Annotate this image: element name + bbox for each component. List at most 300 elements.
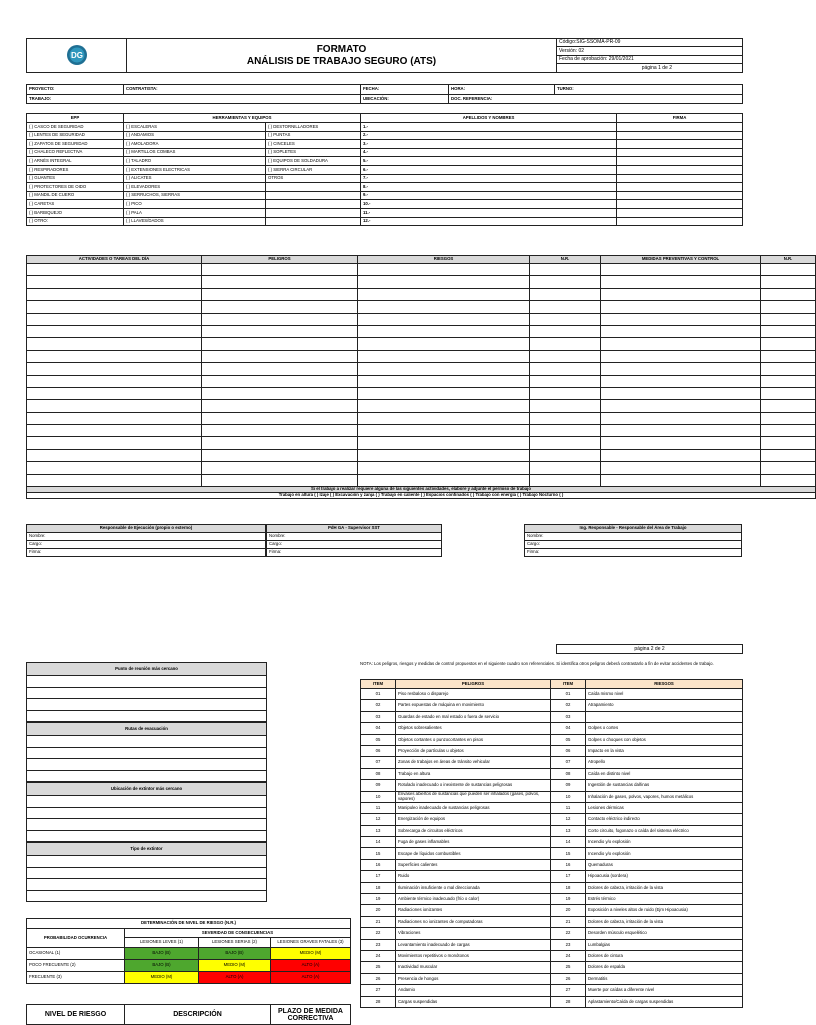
activity-cell[interactable]	[601, 264, 761, 276]
activity-cell[interactable]	[761, 363, 816, 375]
tool-item[interactable]: ( ) MARTILLOS COMBAS	[124, 148, 266, 157]
hazard-item-number: 24	[361, 950, 396, 961]
activity-cell[interactable]	[601, 375, 761, 387]
activity-cell[interactable]	[530, 325, 601, 337]
risk-item-number: 28	[551, 996, 586, 1007]
activity-cell[interactable]	[358, 313, 530, 325]
tool-item[interactable]: ( ) EXTENSIONES ELECTRICAS	[124, 165, 266, 174]
tool-item[interactable]	[266, 183, 361, 192]
epp-item[interactable]: ( ) MANDIL DE CUERO	[27, 191, 124, 200]
risk-matrix-title: DETERMINACIÓN DE NIVEL DE RIESGO (N.R.)	[27, 919, 351, 929]
activity-cell[interactable]	[27, 313, 202, 325]
hazard-item-number: 15	[361, 848, 396, 859]
activity-cell[interactable]	[761, 350, 816, 362]
emergency-input-cell[interactable]	[27, 856, 267, 868]
risk-item-number: 12	[551, 814, 586, 825]
signature-block-area-manager	[524, 524, 742, 557]
activity-cell[interactable]	[27, 264, 202, 276]
activity-cell[interactable]	[27, 325, 202, 337]
epp-header: EPP	[27, 114, 124, 123]
worker-signature-cell[interactable]	[617, 165, 743, 174]
emergency-section-table	[26, 662, 267, 722]
reference-note: NOTA: Los peligros, riesgos y medidas de control propuestos en el siguiente cuadro son referenciales. Si identifica otros peligros deberá contrastarlo a fin de evitar accidentes de trabajo.	[360, 661, 714, 666]
activity-cell[interactable]	[202, 350, 358, 362]
risk-item-number: 19	[551, 894, 586, 905]
activity-cell[interactable]	[202, 400, 358, 412]
activity-cell[interactable]	[601, 449, 761, 461]
emergency-section-line	[27, 796, 267, 808]
risk-text: Ingestión de sustancias dañinas	[586, 780, 743, 791]
activity-cell[interactable]	[601, 474, 761, 486]
emergency-input-cell[interactable]	[27, 867, 267, 879]
activity-cell[interactable]	[202, 363, 358, 375]
tool-item[interactable]: ( ) TALADRO	[124, 157, 266, 166]
activity-cell[interactable]	[761, 474, 816, 486]
activity-cell[interactable]	[27, 462, 202, 474]
epp-item[interactable]: ( ) CARETAS	[27, 200, 124, 209]
worker-signature-cell[interactable]	[617, 140, 743, 149]
hazard-item-number: 06	[361, 745, 396, 756]
activity-cell[interactable]	[761, 276, 816, 288]
worker-name-cell[interactable]: 7.-	[361, 174, 617, 183]
emergency-section-line	[27, 759, 267, 771]
activity-cell[interactable]	[358, 264, 530, 276]
tool-item[interactable]: ( ) PUNTAS	[266, 131, 361, 140]
activity-cell[interactable]	[358, 449, 530, 461]
activity-row	[27, 276, 816, 288]
risk-item-number: 22	[551, 928, 586, 939]
tools-header: HERRAMIENTAS Y EQUIPOS	[124, 114, 361, 123]
hazard-item-number: 22	[361, 928, 396, 939]
activity-cell[interactable]	[202, 425, 358, 437]
worker-signature-cell[interactable]	[617, 208, 743, 217]
location-label: UBICACIÓN:	[361, 94, 449, 104]
tool-item[interactable]: ( ) EQUIPOS DE SOLDADURA	[266, 157, 361, 166]
emergency-input-cell[interactable]	[27, 819, 267, 831]
hazard-risk-row	[361, 837, 743, 848]
tool-item[interactable]: ( ) PALA	[124, 208, 266, 217]
activity-cell[interactable]	[761, 288, 816, 300]
activity-cell[interactable]	[530, 350, 601, 362]
hazard-item-number: 09	[361, 780, 396, 791]
tool-item[interactable]: ( ) ELEVADORES	[124, 183, 266, 192]
activity-cell[interactable]	[358, 437, 530, 449]
activities-table	[26, 255, 816, 499]
hazards-header: PELIGROS	[202, 256, 358, 264]
activity-cell[interactable]	[358, 425, 530, 437]
equipment-row	[27, 123, 743, 132]
emergency-input-cell[interactable]	[27, 736, 267, 748]
worker-signature-cell[interactable]	[617, 148, 743, 157]
tool-item[interactable]: OTROS	[266, 174, 361, 183]
epp-item[interactable]: ( ) ARNÉS INTEGRAL	[27, 157, 124, 166]
signature-name-line: Nombre:	[27, 533, 266, 541]
tool-item[interactable]: ( ) AMOLADORA	[124, 140, 266, 149]
activity-cell[interactable]	[202, 375, 358, 387]
emergency-section-line	[27, 819, 267, 831]
tool-item[interactable]: ( ) ALICATES	[124, 174, 266, 183]
worker-name-cell[interactable]: 4.-	[361, 148, 617, 157]
activity-cell[interactable]	[202, 338, 358, 350]
activity-cell[interactable]	[202, 449, 358, 461]
severity-title: SEVERIDAD DE CONSECUENCIAS	[125, 929, 351, 938]
activity-cell[interactable]	[202, 412, 358, 424]
risk-item-number: 14	[551, 837, 586, 848]
worker-signature-cell[interactable]	[617, 123, 743, 132]
emergency-section-title: Rutas de evacuación	[27, 723, 267, 736]
activity-cell[interactable]	[761, 338, 816, 350]
emergency-section-line	[27, 830, 267, 842]
activity-cell[interactable]	[761, 449, 816, 461]
emergency-input-cell[interactable]	[27, 879, 267, 891]
activity-cell[interactable]	[530, 276, 601, 288]
activity-row	[27, 449, 816, 461]
risk-level-cell: ALTO (A)	[199, 972, 271, 984]
activity-cell[interactable]	[358, 350, 530, 362]
worker-signature-cell[interactable]	[617, 174, 743, 183]
doc-version: Versión: 02	[557, 47, 743, 55]
hazard-risk-row	[361, 916, 743, 927]
hazard-risk-row	[361, 859, 743, 870]
emergency-section-title: Tipo de extintor	[27, 843, 267, 856]
risk-text: Dolores de cabeza, irritación de la vista	[586, 882, 743, 893]
activity-cell[interactable]	[601, 387, 761, 399]
hazard-risk-row	[361, 973, 743, 984]
activity-row	[27, 288, 816, 300]
emergency-input-cell[interactable]	[27, 830, 267, 842]
activity-cell[interactable]	[202, 325, 358, 337]
worker-signature-cell[interactable]	[617, 191, 743, 200]
activity-cell[interactable]	[27, 412, 202, 424]
hazard-item-number: 05	[361, 734, 396, 745]
activity-cell[interactable]	[358, 400, 530, 412]
hazard-text: Ambiente térmico inadecuado (frío o calor)	[396, 894, 551, 905]
hazard-text: Partes expuestas de máquina en movimiento	[396, 700, 551, 711]
risk-level-cell: BAJO (B)	[125, 960, 199, 972]
equipment-table	[26, 113, 743, 226]
activity-cell[interactable]	[358, 363, 530, 375]
activity-cell[interactable]	[27, 301, 202, 313]
tool-item[interactable]: ( ) CINCELES	[266, 140, 361, 149]
activity-cell[interactable]	[27, 449, 202, 461]
activity-cell[interactable]	[601, 325, 761, 337]
worker-name-cell[interactable]: 5.-	[361, 157, 617, 166]
shift-label: TURNO:	[555, 85, 743, 95]
tool-item[interactable]	[266, 217, 361, 226]
activity-cell[interactable]	[601, 363, 761, 375]
activity-cell[interactable]	[358, 412, 530, 424]
hazard-item-number: 17	[361, 871, 396, 882]
emergency-info-section	[26, 662, 267, 902]
epp-item[interactable]: ( ) OTRO:	[27, 217, 124, 226]
activity-cell[interactable]	[601, 412, 761, 424]
risk-text: Atrapamiento	[586, 700, 743, 711]
activity-cell[interactable]	[530, 338, 601, 350]
activity-cell[interactable]	[530, 400, 601, 412]
worker-name-cell[interactable]: 3.-	[361, 140, 617, 149]
hazard-risk-row	[361, 700, 743, 711]
activity-cell[interactable]	[601, 301, 761, 313]
activity-cell[interactable]	[761, 412, 816, 424]
hazard-item-number: 27	[361, 985, 396, 996]
activity-cell[interactable]	[27, 363, 202, 375]
hazard-item-number: 18	[361, 882, 396, 893]
signature-title: Responsable de Ejecución (propio o externo)	[27, 525, 266, 533]
activity-cell[interactable]	[530, 449, 601, 461]
hazard-risk-row	[361, 996, 743, 1007]
project-info-table	[26, 84, 743, 104]
risk-text: Golpes o cortes	[586, 723, 743, 734]
worker-name-cell[interactable]: 6.-	[361, 165, 617, 174]
risk-text	[586, 711, 743, 722]
risk-item-number: 10	[551, 791, 586, 802]
emergency-input-cell[interactable]	[27, 807, 267, 819]
emergency-section-line	[27, 856, 267, 868]
hazard-risk-row	[361, 757, 743, 768]
emergency-input-cell[interactable]	[27, 759, 267, 771]
epp-item[interactable]: ( ) BARBIQUEJO	[27, 208, 124, 217]
activity-cell[interactable]	[27, 375, 202, 387]
activity-cell[interactable]	[358, 301, 530, 313]
emergency-section-line	[27, 687, 267, 699]
activity-cell[interactable]	[202, 437, 358, 449]
activity-cell[interactable]	[601, 437, 761, 449]
activity-cell[interactable]	[202, 387, 358, 399]
risks-col-header: RIESGOS	[586, 680, 743, 689]
activity-cell[interactable]	[601, 425, 761, 437]
activity-cell[interactable]	[27, 350, 202, 362]
activity-cell[interactable]	[601, 462, 761, 474]
tool-item[interactable]	[266, 200, 361, 209]
hazard-risk-row	[361, 734, 743, 745]
activity-cell[interactable]	[202, 313, 358, 325]
activity-cell[interactable]	[27, 338, 202, 350]
hazard-risk-row	[361, 905, 743, 916]
emergency-input-cell[interactable]	[27, 699, 267, 711]
emergency-input-cell[interactable]	[27, 890, 267, 902]
hazard-item-number: 19	[361, 894, 396, 905]
risk-text: Inhalación de gases, polvos, vapores, humos metálicos	[586, 791, 743, 802]
activity-cell[interactable]	[530, 387, 601, 399]
epp-item[interactable]: ( ) ZAPATOS DE SEGURIDAD	[27, 140, 124, 149]
activity-row	[27, 462, 816, 474]
emergency-input-cell[interactable]	[27, 747, 267, 759]
worker-name-cell[interactable]: 1.-	[361, 123, 617, 132]
activity-cell[interactable]	[601, 313, 761, 325]
activity-cell[interactable]	[530, 288, 601, 300]
signature-role-line: Cargo:	[27, 541, 266, 549]
risk-level-header: N.R.	[530, 256, 601, 264]
tool-item[interactable]: ( ) SIERRA CIRCULAR	[266, 165, 361, 174]
activity-cell[interactable]	[761, 264, 816, 276]
signature-name-line: Nombre:	[525, 533, 742, 541]
activity-cell[interactable]	[358, 462, 530, 474]
activity-cell[interactable]	[358, 474, 530, 486]
risk-text: Corto circuito, fogonazo o caída del sistema eléctrico	[586, 825, 743, 836]
activity-cell[interactable]	[761, 400, 816, 412]
worker-name-cell[interactable]: 2.-	[361, 131, 617, 140]
risk-text: Impacto en la vista	[586, 745, 743, 756]
epp-item[interactable]: ( ) PROTECTORES DE OIDO	[27, 183, 124, 192]
activity-cell[interactable]	[358, 338, 530, 350]
activity-cell[interactable]	[761, 375, 816, 387]
hazard-risk-row	[361, 802, 743, 813]
worker-signature-cell[interactable]	[617, 183, 743, 192]
emergency-input-cell[interactable]	[27, 710, 267, 722]
emergency-section-line	[27, 710, 267, 722]
hazard-item-number: 28	[361, 996, 396, 1007]
activity-cell[interactable]	[601, 350, 761, 362]
emergency-section-header-row	[27, 783, 267, 796]
activity-cell[interactable]	[761, 462, 816, 474]
activity-cell[interactable]	[202, 276, 358, 288]
activity-cell[interactable]	[530, 363, 601, 375]
activity-cell[interactable]	[761, 437, 816, 449]
activity-cell[interactable]	[27, 474, 202, 486]
emergency-input-cell[interactable]	[27, 676, 267, 688]
activity-row	[27, 313, 816, 325]
activity-cell[interactable]	[530, 264, 601, 276]
activity-cell[interactable]	[761, 425, 816, 437]
tool-item[interactable]: ( ) PICO	[124, 200, 266, 209]
hazard-risk-row	[361, 848, 743, 859]
equipment-row	[27, 191, 743, 200]
emergency-input-cell[interactable]	[27, 687, 267, 699]
activity-cell[interactable]	[358, 375, 530, 387]
activity-cell[interactable]	[761, 325, 816, 337]
activity-row	[27, 412, 816, 424]
activity-cell[interactable]	[202, 462, 358, 474]
hazard-text: Proyección de partículas u objetos	[396, 745, 551, 756]
activity-row	[27, 363, 816, 375]
hazard-risk-row	[361, 871, 743, 882]
activity-cell[interactable]	[530, 412, 601, 424]
activity-cell[interactable]	[601, 400, 761, 412]
residual-risk-level-header: N.R.	[761, 256, 816, 264]
tool-item[interactable]: ( ) DESTORNILLADORES	[266, 123, 361, 132]
worker-name-cell[interactable]: 12.-	[361, 217, 617, 226]
severity-col: LESIONES SERIAS (2)	[199, 938, 271, 948]
epp-item[interactable]: ( ) LENTES DE SEGURIDAD	[27, 131, 124, 140]
permit-types: Trabajo en altura ( ) Izaje ( ) Excavación y zanja ( ) Trabajo en caliente ( ) Espacios confinados ( ) Trabajo con energía ( ) Trabajo Nocturno ( )	[27, 493, 816, 499]
activity-cell[interactable]	[530, 313, 601, 325]
activity-cell[interactable]	[358, 276, 530, 288]
risk-text: Dermatitis	[586, 973, 743, 984]
hazard-text: Andamio	[396, 985, 551, 996]
activity-cell[interactable]	[358, 387, 530, 399]
activity-row	[27, 350, 816, 362]
activity-cell[interactable]	[27, 288, 202, 300]
activity-cell[interactable]	[530, 375, 601, 387]
activity-cell[interactable]	[27, 425, 202, 437]
tool-item[interactable]: ( ) ESCALERAS	[124, 123, 266, 132]
risk-text: Hipoacusia (sordera)	[586, 871, 743, 882]
item-header: ITEM	[361, 680, 396, 689]
activity-cell[interactable]	[601, 276, 761, 288]
tool-item[interactable]: ( ) ANDAMIOS	[124, 131, 266, 140]
hazard-risk-row	[361, 711, 743, 722]
activity-cell[interactable]	[358, 288, 530, 300]
emergency-section-line	[27, 807, 267, 819]
hazard-risk-row	[361, 723, 743, 734]
epp-item[interactable]: ( ) CASCO DE SEGURIDAD	[27, 123, 124, 132]
hazard-risk-row	[361, 939, 743, 950]
activity-cell[interactable]	[202, 264, 358, 276]
tool-item[interactable]	[266, 191, 361, 200]
activity-cell[interactable]	[27, 276, 202, 288]
hazard-text: Cargas suspendidas	[396, 996, 551, 1007]
activity-cell[interactable]	[202, 288, 358, 300]
activity-cell[interactable]	[530, 301, 601, 313]
emergency-section-header-row	[27, 843, 267, 856]
risk-item-number: 27	[551, 985, 586, 996]
worker-name-cell[interactable]: 9.-	[361, 191, 617, 200]
risk-text: Desorden músculo esquelético	[586, 928, 743, 939]
hazard-item-number: 03	[361, 711, 396, 722]
legend-deadline-header: PLAZO DE MEDIDA CORRECTIVA	[271, 1005, 351, 1025]
epp-item[interactable]: ( ) GUANTES	[27, 174, 124, 183]
risk-item-number: 20	[551, 905, 586, 916]
hazard-item-number: 16	[361, 859, 396, 870]
risk-text: Lumbalgias	[586, 939, 743, 950]
activity-cell[interactable]	[601, 338, 761, 350]
activity-cell[interactable]	[202, 301, 358, 313]
hazard-risk-row	[361, 825, 743, 836]
activity-cell[interactable]	[601, 288, 761, 300]
tool-item[interactable]	[266, 208, 361, 217]
worker-signature-cell[interactable]	[617, 217, 743, 226]
worker-name-cell[interactable]: 8.-	[361, 183, 617, 192]
risk-text: Muerte por caídas a diferente nivel	[586, 985, 743, 996]
item-header: ITEM	[551, 680, 586, 689]
hazard-risk-row	[361, 962, 743, 973]
emergency-input-cell[interactable]	[27, 770, 267, 782]
worker-signature-cell[interactable]	[617, 157, 743, 166]
activity-cell[interactable]	[202, 474, 358, 486]
time-label: HORA:	[449, 85, 555, 95]
risk-text: Atropello	[586, 757, 743, 768]
activity-cell[interactable]	[761, 313, 816, 325]
activity-cell[interactable]	[358, 325, 530, 337]
hazard-text: Envases abiertos de sustancias que pueden ser inhalados (gases, polvos, vapores)	[396, 791, 551, 802]
activity-cell[interactable]	[761, 301, 816, 313]
tool-item[interactable]: ( ) SOPLETES	[266, 148, 361, 157]
activity-cell[interactable]	[27, 400, 202, 412]
equipment-row	[27, 174, 743, 183]
risk-text: Contacto eléctrico indirecto	[586, 814, 743, 825]
risk-item-number: 23	[551, 939, 586, 950]
tool-item[interactable]: ( ) SERRUCHOS, SIERRAS	[124, 191, 266, 200]
epp-item[interactable]: ( ) CHALECO REFLECTIVA	[27, 148, 124, 157]
tool-item[interactable]: ( ) LLAVES/DADOS	[124, 217, 266, 226]
activity-cell[interactable]	[530, 462, 601, 474]
activity-cell[interactable]	[27, 387, 202, 399]
activity-cell[interactable]	[530, 474, 601, 486]
worker-name-cell[interactable]: 10.-	[361, 200, 617, 209]
activity-cell[interactable]	[530, 425, 601, 437]
emergency-input-cell[interactable]	[27, 796, 267, 808]
worker-signature-cell[interactable]	[617, 200, 743, 209]
signature-sign-line: Firma:	[27, 549, 266, 557]
activity-cell[interactable]	[27, 437, 202, 449]
activity-cell[interactable]	[530, 437, 601, 449]
worker-name-cell[interactable]: 11.-	[361, 208, 617, 217]
worker-signature-cell[interactable]	[617, 131, 743, 140]
epp-item[interactable]: ( ) RESPIRADORES	[27, 165, 124, 174]
risk-level-cell: BAJO (B)	[125, 948, 199, 960]
activity-cell[interactable]	[761, 387, 816, 399]
hazard-text: Fuga de gases inflamables	[396, 837, 551, 848]
